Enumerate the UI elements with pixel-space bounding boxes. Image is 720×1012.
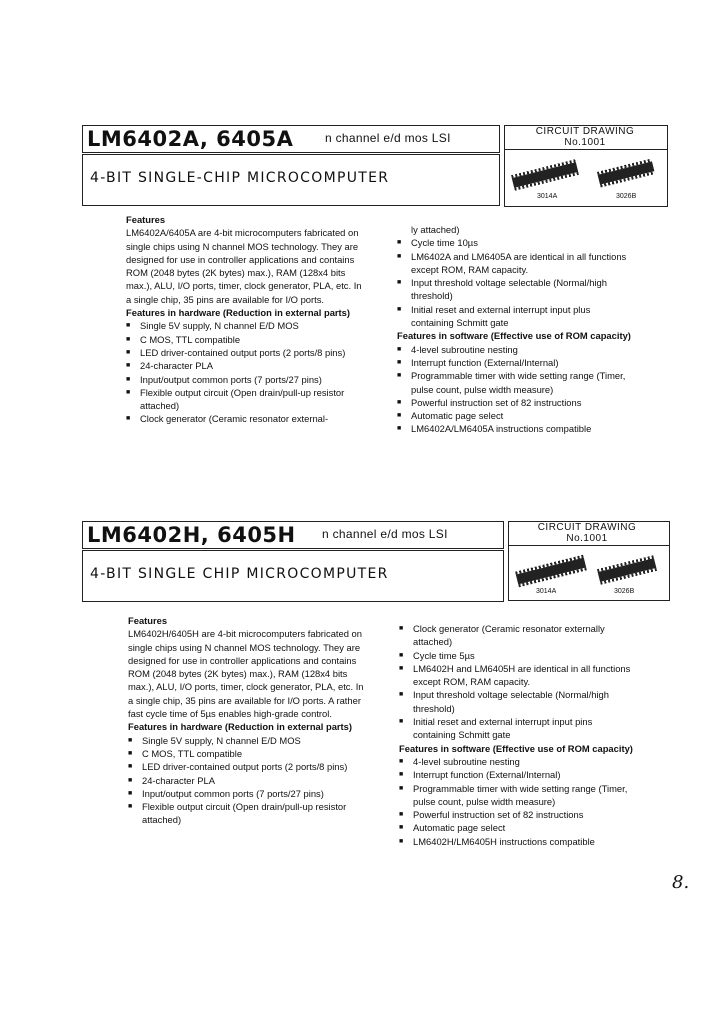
section1-features-heading: Features	[126, 214, 166, 225]
section2-drawing-rule	[508, 545, 670, 546]
section2-left-column	[128, 614, 370, 827]
section2-caption-3026b: 3026B	[614, 588, 635, 595]
section1-hw-item: ■ C MOS, TTL compatible	[126, 333, 368, 346]
section1-title: LM6402A, 6405A	[87, 127, 294, 151]
section2-sw-item: ■ Programmable timer with wide setting range (Timer, pulse count, pulse width measure)	[399, 782, 633, 809]
section2-drawing-number: No.1001	[566, 533, 608, 544]
section2-right-item: ■ LM6402H and LM6405H are identical in all functions except ROM, RAM capacity.	[399, 662, 633, 689]
section2-right-item: ■ Input threshold voltage selectable (Normal/high threshold)	[399, 688, 633, 715]
section2-title-sub: n channel e/d mos LSI	[322, 527, 448, 541]
section1-caption-3026b: 3026B	[616, 193, 637, 200]
section2-sw-item: ■ LM6402H/LM6405H instructions compatible	[399, 835, 633, 848]
section1-intro: LM6402A/6405A are 4-bit microcomputers fabricated on single chips using N channel MOS technology. They are designed for use in controller applications and contains ROM (2048 bytes (2K bytes) max.), RAM (128x4 bits max.), ALU, I/O ports, timer, clock generator, PLA, etc. In a single chip, 35 pins are available for I/O ports.	[126, 227, 362, 305]
section2-sw-item: ■ 4-level subroutine nesting	[399, 755, 633, 768]
section2-drawing-label: CIRCUIT DRAWING	[537, 522, 637, 533]
section1-right-item: ■ LM6402A and LM6405A are identical in all functions except ROM, RAM capacity.	[397, 250, 631, 277]
page-number: 8.	[672, 872, 690, 893]
section1-sw-item: ■ Automatic page select	[397, 409, 631, 422]
section1-title-sub: n channel e/d mos LSI	[325, 131, 451, 145]
section1-right-column	[397, 223, 631, 436]
section2-hw-item: ■ Single 5V supply, N channel E/D MOS	[128, 734, 370, 747]
section2-caption-3014a: 3014A	[536, 588, 557, 595]
section2-sw-item: ■ Automatic page select	[399, 821, 633, 834]
section2-hw-item: ■ Input/output common ports (7 ports/27 pins)	[128, 787, 370, 800]
section1-sw-heading: Features in software (Effective use of ROM capacity)	[397, 330, 631, 342]
section1-hw-item: ■ Single 5V supply, N channel E/D MOS	[126, 319, 368, 332]
section1-sw-item: ■ Powerful instruction set of 82 instructions	[397, 396, 631, 409]
section2-sw-item: ■ Interrupt function (External/Internal)	[399, 768, 633, 781]
section2-hw-item: ■ C MOS, TTL compatible	[128, 747, 370, 760]
section1-subtitle: 4-BIT SINGLE-CHIP MICROCOMPUTER	[90, 170, 390, 186]
section2-hw-item: ■ 24-character PLA	[128, 774, 370, 787]
section2-right-item: ■ Cycle time 5µs	[399, 649, 633, 662]
section1-right-item: ■ Cycle time 10µs	[397, 236, 631, 249]
section2-right-item: ■ Clock generator (Ceramic resonator externally attached)	[399, 622, 633, 649]
section2-hw-item: ■ Flexible output circuit (Open drain/pull-up resistor attached)	[128, 800, 370, 827]
section2-subtitle: 4-BIT SINGLE CHIP MICROCOMPUTER	[90, 566, 389, 582]
section1-sw-item: ■ LM6402A/LM6405A instructions compatible	[397, 422, 631, 435]
section2-title: LM6402H, 6405H	[87, 523, 296, 547]
section1-sw-item: ■ Programmable timer with wide setting range (Timer, pulse count, pulse width measure)	[397, 369, 631, 396]
section1-hw-item: ■ LED driver-contained output ports (2 ports/8 pins)	[126, 346, 368, 359]
section2-intro: LM6402H/6405H are 4-bit microcomputers fabricated on single chips using N channel MOS technology. They are designed for use in controller applications and contains ROM (2048 bytes (2K bytes) max.), RAM (128x4 bits max.), ALU, I/O ports, timer, clock generator, PLA, etc. In a single chip, 35 pins are available for I/O ports. A rather fast cycle time of 5µs enables high-grade control.	[128, 628, 364, 720]
section2-sw-heading: Features in software (Effective use of ROM capacity)	[399, 742, 633, 754]
section1-drawing-number: No.1001	[564, 137, 606, 148]
section1-drawing-title	[520, 126, 650, 148]
section1-right-item: ■ Initial reset and external interrupt input plus containing Schmitt gate	[397, 303, 631, 330]
section2-hw-item: ■ LED driver-contained output ports (2 ports/8 pins)	[128, 760, 370, 773]
section1-right-item: ■ Input threshold voltage selectable (Normal/high threshold)	[397, 276, 631, 303]
section1-hw-item: ■ 24-character PLA	[126, 359, 368, 372]
section2-drawing-title	[522, 522, 652, 544]
section1-sw-item: ■ Interrupt function (External/Internal)	[397, 356, 631, 369]
section2-right-item: ■ Initial reset and external interrupt input pins containing Schmitt gate	[399, 715, 633, 742]
section1-hw-heading: Features in hardware (Reduction in external parts)	[126, 307, 351, 319]
section1-drawing-label: CIRCUIT DRAWING	[535, 126, 635, 137]
section1-caption-3014a: 3014A	[537, 193, 558, 200]
section1-drawing-rule	[504, 149, 668, 150]
section1-right-continuation: ly attached)	[411, 224, 460, 235]
section2-features-heading: Features	[128, 615, 168, 626]
section1-sw-item: ■ 4-level subroutine nesting	[397, 343, 631, 356]
section2-right-column	[399, 622, 633, 848]
section2-sw-item: ■ Powerful instruction set of 82 instructions	[399, 808, 633, 821]
section2-hw-heading: Features in hardware (Reduction in external parts)	[128, 721, 353, 733]
section1-hw-item: ■ Input/output common ports (7 ports/27 pins)	[126, 373, 368, 386]
section1-hw-item: ■ Flexible output circuit (Open drain/pull-up resistor attached)	[126, 386, 368, 413]
section1-hw-item: ■ Clock generator (Ceramic resonator external-	[126, 412, 368, 425]
section1-left-column	[126, 213, 368, 426]
